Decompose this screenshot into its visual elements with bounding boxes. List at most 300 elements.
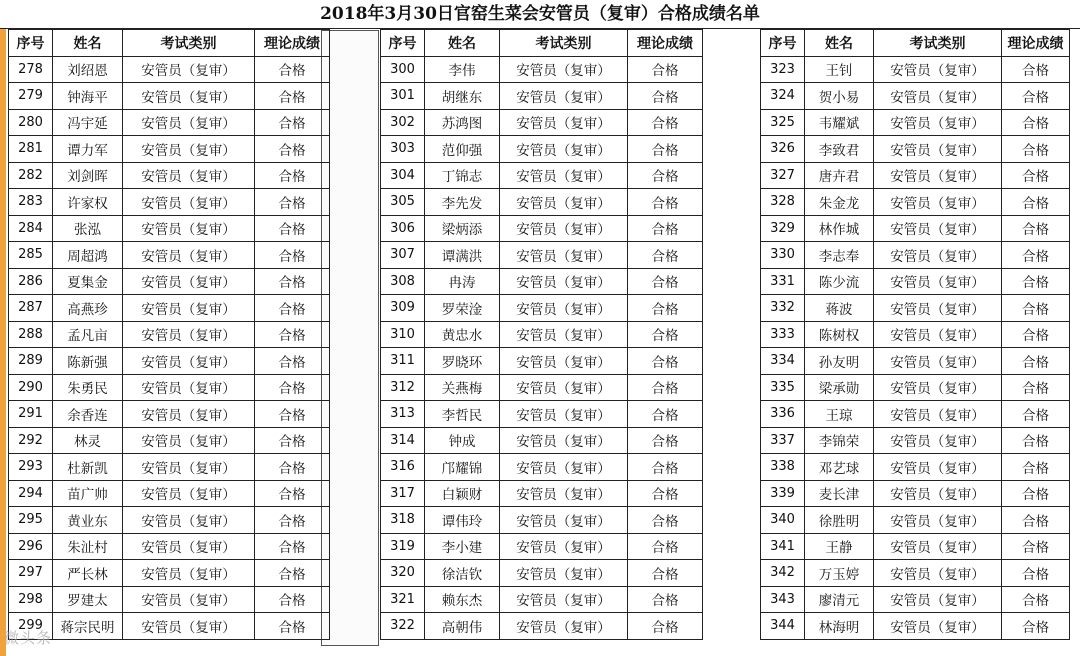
category-cell: 安管员（复审） [500,586,628,613]
category-cell: 安管员（复审） [123,215,255,242]
score-cell: 合格 [1002,480,1070,507]
seq-cell: 337 [761,427,805,454]
category-cell: 安管员（复审） [874,56,1002,83]
name-cell: 关燕梅 [425,374,500,401]
name-cell: 夏集金 [53,268,123,295]
score-cell: 合格 [628,401,703,428]
category-cell: 安管员（复审） [123,374,255,401]
seq-cell: 310 [381,321,425,348]
score-header: 理论成绩 [1002,30,1070,57]
score-cell: 合格 [255,427,330,454]
score-cell: 合格 [628,348,703,375]
table-row [9,162,330,189]
seq-cell: 344 [761,613,805,640]
table-row [381,215,703,242]
score-cell: 合格 [255,83,330,110]
table-row [761,507,1070,534]
score-cell: 合格 [1002,268,1070,295]
table-row [381,507,703,534]
seq-cell: 312 [381,374,425,401]
name-cell: 白颖财 [425,480,500,507]
score-cell: 合格 [1002,454,1070,481]
seq-cell: 302 [381,109,425,136]
table-row [381,586,703,613]
category-cell: 安管员（复审） [874,162,1002,189]
name-cell: 林作城 [805,215,874,242]
table-row [9,401,330,428]
score-cell: 合格 [1002,83,1070,110]
score-cell: 合格 [1002,507,1070,534]
seq-cell: 307 [381,242,425,269]
watermark: 微头条 [4,629,53,647]
seq-cell: 343 [761,586,805,613]
seq-cell: 324 [761,83,805,110]
name-cell: 廖清元 [805,586,874,613]
category-cell: 安管员（复审） [123,348,255,375]
seq-cell: 293 [9,454,53,481]
name-cell: 林海明 [805,613,874,640]
table-row [381,109,703,136]
score-cell: 合格 [255,268,330,295]
category-cell: 安管员（复审） [500,162,628,189]
name-cell: 麦长津 [805,480,874,507]
name-cell: 丁锦志 [425,162,500,189]
score-cell: 合格 [628,295,703,322]
seq-cell: 299 [9,613,53,640]
seq-cell: 294 [9,480,53,507]
seq-cell: 303 [381,136,425,163]
score-cell: 合格 [628,268,703,295]
seq-cell: 287 [9,295,53,322]
score-cell: 合格 [628,162,703,189]
name-cell: 陈少流 [805,268,874,295]
seq-header: 序号 [761,30,805,57]
category-cell: 安管员（复审） [123,401,255,428]
category-cell: 安管员（复审） [874,480,1002,507]
category-cell: 安管员（复审） [123,83,255,110]
score-cell: 合格 [1002,321,1070,348]
seq-cell: 280 [9,109,53,136]
score-cell: 合格 [255,586,330,613]
name-cell: 罗建太 [53,586,123,613]
category-cell: 安管员（复审） [500,242,628,269]
name-cell: 钟海平 [53,83,123,110]
header-row [761,30,1070,57]
name-cell: 苏鸿图 [425,109,500,136]
name-header: 姓名 [53,30,123,57]
table-row [381,83,703,110]
results-table-2 [380,29,703,640]
table-row [9,321,330,348]
seq-cell: 284 [9,215,53,242]
score-cell: 合格 [628,136,703,163]
table-row [381,374,703,401]
category-cell: 安管员（复审） [500,507,628,534]
results-table-3 [760,29,1070,640]
category-cell: 安管员（复审） [123,56,255,83]
category-cell: 安管员（复审） [874,268,1002,295]
category-cell: 安管员（复审） [500,613,628,640]
name-cell: 高朝伟 [425,613,500,640]
seq-cell: 329 [761,215,805,242]
score-cell: 合格 [628,215,703,242]
score-cell: 合格 [255,507,330,534]
category-cell: 安管员（复审） [500,189,628,216]
category-cell: 安管员（复审） [500,215,628,242]
score-cell: 合格 [1002,533,1070,560]
score-cell: 合格 [1002,189,1070,216]
score-cell: 合格 [1002,136,1070,163]
category-cell: 安管员（复审） [123,560,255,587]
name-cell: 李小建 [425,533,500,560]
score-cell: 合格 [255,533,330,560]
category-cell: 安管员（复审） [874,348,1002,375]
name-cell: 王钊 [805,56,874,83]
table-row [9,56,330,83]
score-cell: 合格 [255,454,330,481]
category-cell: 安管员（复审） [123,109,255,136]
table-row [381,480,703,507]
name-cell: 罗晓环 [425,348,500,375]
name-cell: 周超鸿 [53,242,123,269]
score-cell: 合格 [628,560,703,587]
category-cell: 安管员（复审） [874,136,1002,163]
category-cell: 安管员（复审） [874,83,1002,110]
category-header: 考试类别 [123,30,255,57]
score-cell: 合格 [628,613,703,640]
table-row [9,374,330,401]
category-cell: 安管员（复审） [123,586,255,613]
score-cell: 合格 [1002,56,1070,83]
category-cell: 安管员（复审） [123,427,255,454]
name-cell: 陈树权 [805,321,874,348]
name-cell: 万玉婷 [805,560,874,587]
seq-cell: 283 [9,189,53,216]
name-cell: 范仰强 [425,136,500,163]
category-cell: 安管员（复审） [500,427,628,454]
name-header: 姓名 [425,30,500,57]
seq-cell: 320 [381,560,425,587]
score-cell: 合格 [628,109,703,136]
seq-cell: 321 [381,586,425,613]
results-table-1 [8,29,330,640]
table-row [761,374,1070,401]
score-cell: 合格 [628,83,703,110]
score-cell: 合格 [1002,613,1070,640]
table-row [9,586,330,613]
table-row [761,533,1070,560]
seq-cell: 300 [381,56,425,83]
seq-cell: 295 [9,507,53,534]
name-cell: 陈新强 [53,348,123,375]
name-cell: 韦耀斌 [805,109,874,136]
name-cell: 黄业东 [53,507,123,534]
seq-cell: 314 [381,427,425,454]
table-row [761,162,1070,189]
score-cell: 合格 [255,162,330,189]
table-row [761,189,1070,216]
category-cell: 安管员（复审） [874,427,1002,454]
page-title: 2018年3月30日官窑生菜会安管员（复审）合格成绩名单 [0,0,1080,29]
category-cell: 安管员（复审） [500,374,628,401]
seq-cell: 316 [381,454,425,481]
score-cell: 合格 [255,215,330,242]
table-row [381,189,703,216]
seq-cell: 317 [381,480,425,507]
table-row [761,560,1070,587]
name-cell: 李哲民 [425,401,500,428]
table-row [381,348,703,375]
score-cell: 合格 [1002,295,1070,322]
score-cell: 合格 [255,401,330,428]
table-row [381,613,703,640]
table-row [761,83,1070,110]
score-header: 理论成绩 [255,30,330,57]
name-cell: 梁承勋 [805,374,874,401]
table-row [9,242,330,269]
seq-cell: 292 [9,427,53,454]
table-row [761,268,1070,295]
name-cell: 李先发 [425,189,500,216]
table-row [761,480,1070,507]
name-cell: 邝耀锦 [425,454,500,481]
score-cell: 合格 [1002,586,1070,613]
table-row [761,56,1070,83]
seq-cell: 279 [9,83,53,110]
seq-cell: 328 [761,189,805,216]
table-row [761,427,1070,454]
score-cell: 合格 [628,427,703,454]
score-cell: 合格 [255,242,330,269]
category-cell: 安管员（复审） [874,401,1002,428]
left-margin-strip [0,28,6,656]
table-row [9,109,330,136]
table-row [9,427,330,454]
category-cell: 安管员（复审） [500,268,628,295]
name-cell: 李志奉 [805,242,874,269]
seq-cell: 298 [9,586,53,613]
table-row [381,56,703,83]
score-cell: 合格 [628,454,703,481]
score-cell: 合格 [1002,401,1070,428]
table-row [381,533,703,560]
name-cell: 朱勇民 [53,374,123,401]
category-cell: 安管员（复审） [123,162,255,189]
score-cell: 合格 [255,56,330,83]
seq-cell: 330 [761,242,805,269]
score-cell: 合格 [1002,162,1070,189]
seq-cell: 297 [9,560,53,587]
header-row [9,30,330,57]
seq-cell: 285 [9,242,53,269]
category-cell: 安管员（复审） [123,242,255,269]
table-row [381,560,703,587]
score-cell: 合格 [628,189,703,216]
table-row [761,586,1070,613]
seq-cell: 306 [381,215,425,242]
score-cell: 合格 [255,613,330,640]
category-cell: 安管员（复审） [874,374,1002,401]
seq-cell: 311 [381,348,425,375]
seq-cell: 319 [381,533,425,560]
category-cell: 安管员（复审） [874,560,1002,587]
category-cell: 安管员（复审） [123,321,255,348]
seq-cell: 338 [761,454,805,481]
name-cell: 冯宇延 [53,109,123,136]
score-cell: 合格 [628,321,703,348]
score-cell: 合格 [628,56,703,83]
score-cell: 合格 [1002,215,1070,242]
seq-cell: 288 [9,321,53,348]
name-cell: 孙友明 [805,348,874,375]
table-row [381,136,703,163]
seq-cell: 335 [761,374,805,401]
seq-cell: 278 [9,56,53,83]
table-row [9,268,330,295]
name-cell: 高燕珍 [53,295,123,322]
seq-cell: 290 [9,374,53,401]
category-cell: 安管员（复审） [123,268,255,295]
name-cell: 徐洁钦 [425,560,500,587]
category-cell: 安管员（复审） [500,56,628,83]
table-row [381,162,703,189]
seq-cell: 308 [381,268,425,295]
seq-cell: 301 [381,83,425,110]
category-cell: 安管员（复审） [500,295,628,322]
score-cell: 合格 [1002,427,1070,454]
score-header: 理论成绩 [628,30,703,57]
category-cell: 安管员（复审） [123,189,255,216]
category-cell: 安管员（复审） [500,560,628,587]
name-cell: 林灵 [53,427,123,454]
name-cell: 李伟 [425,56,500,83]
seq-cell: 282 [9,162,53,189]
name-cell: 谭伟玲 [425,507,500,534]
category-cell: 安管员（复审） [874,189,1002,216]
name-cell: 赖东杰 [425,586,500,613]
name-cell: 苗广帅 [53,480,123,507]
name-cell: 李锦荣 [805,427,874,454]
table-row [9,189,330,216]
seq-cell: 332 [761,295,805,322]
name-cell: 冉涛 [425,268,500,295]
table-row [381,268,703,295]
header-row [381,30,703,57]
table-row [761,321,1070,348]
seq-cell: 336 [761,401,805,428]
category-cell: 安管员（复审） [874,586,1002,613]
score-cell: 合格 [1002,374,1070,401]
table-row [761,454,1070,481]
category-cell: 安管员（复审） [500,109,628,136]
table-row [761,109,1070,136]
table-row [761,242,1070,269]
category-cell: 安管员（复审） [874,215,1002,242]
score-cell: 合格 [1002,242,1070,269]
category-header: 考试类别 [874,30,1002,57]
seq-cell: 289 [9,348,53,375]
seq-cell: 313 [381,401,425,428]
table-row [9,83,330,110]
score-cell: 合格 [255,348,330,375]
category-cell: 安管员（复审） [874,242,1002,269]
category-cell: 安管员（复审） [123,533,255,560]
table-row [381,427,703,454]
table-row [9,560,330,587]
seq-cell: 304 [381,162,425,189]
name-cell: 朱金龙 [805,189,874,216]
name-cell: 孟凡亩 [53,321,123,348]
score-cell: 合格 [628,507,703,534]
table-row [381,454,703,481]
name-cell: 唐卉君 [805,162,874,189]
score-cell: 合格 [255,321,330,348]
seq-cell: 281 [9,136,53,163]
table-row [761,295,1070,322]
score-cell: 合格 [1002,348,1070,375]
seq-header: 序号 [9,30,53,57]
name-cell: 梁炳添 [425,215,500,242]
category-cell: 安管员（复审） [123,480,255,507]
name-cell: 徐胜明 [805,507,874,534]
category-cell: 安管员（复审） [500,533,628,560]
category-cell: 安管员（复审） [123,613,255,640]
name-cell: 谭满洪 [425,242,500,269]
score-cell: 合格 [628,586,703,613]
seq-cell: 322 [381,613,425,640]
name-cell: 严长林 [53,560,123,587]
name-cell: 许家权 [53,189,123,216]
seq-cell: 286 [9,268,53,295]
score-cell: 合格 [255,189,330,216]
seq-cell: 318 [381,507,425,534]
seq-cell: 339 [761,480,805,507]
score-cell: 合格 [628,533,703,560]
category-cell: 安管员（复审） [123,295,255,322]
table-row [9,295,330,322]
category-cell: 安管员（复审） [500,83,628,110]
seq-cell: 325 [761,109,805,136]
seq-cell: 334 [761,348,805,375]
table-row [9,136,330,163]
table-row [381,321,703,348]
seq-cell: 333 [761,321,805,348]
table-row [761,401,1070,428]
table-row [9,480,330,507]
name-cell: 黄忠水 [425,321,500,348]
name-cell: 王静 [805,533,874,560]
seq-cell: 327 [761,162,805,189]
category-cell: 安管员（复审） [874,454,1002,481]
score-cell: 合格 [255,480,330,507]
category-cell: 安管员（复审） [874,109,1002,136]
name-cell: 蒋宗民明 [53,613,123,640]
category-cell: 安管员（复审） [123,507,255,534]
name-cell: 张泓 [53,215,123,242]
name-cell: 罗荣淦 [425,295,500,322]
score-cell: 合格 [628,374,703,401]
category-cell: 安管员（复审） [874,321,1002,348]
seq-cell: 323 [761,56,805,83]
category-cell: 安管员（复审） [500,454,628,481]
table-row [9,507,330,534]
score-cell: 合格 [628,480,703,507]
table-row [9,348,330,375]
table-row [761,136,1070,163]
category-cell: 安管员（复审） [500,348,628,375]
seq-cell: 341 [761,533,805,560]
name-cell: 钟成 [425,427,500,454]
